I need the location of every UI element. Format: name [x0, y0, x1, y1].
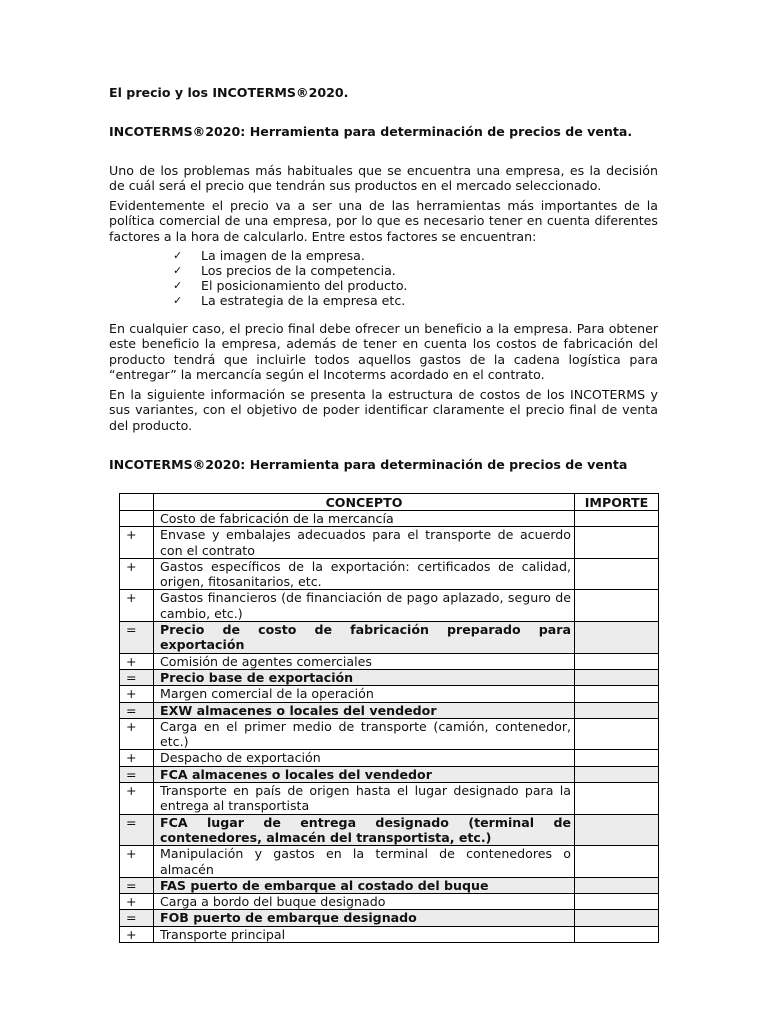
table-heading: INCOTERMS®2020: Herramienta para determinación de precios de venta — [109, 457, 628, 472]
row-amount — [575, 686, 659, 702]
row-amount — [575, 653, 659, 669]
row-concept: FAS puerto de embarque al costado del buque — [154, 877, 575, 893]
paragraph-structure: En la siguiente información se presenta la estructura de costos de los INCOTERMS y sus variantes, con el objetivo de poder identificar claramente el precio final de venta del producto. — [109, 387, 658, 433]
row-concept: Carga a bordo del buque designado — [154, 894, 575, 910]
table-row-total — [120, 622, 659, 654]
row-sign: + — [120, 558, 154, 590]
table-header-row — [120, 494, 659, 511]
row-amount — [575, 894, 659, 910]
table-body — [120, 511, 659, 943]
table-row — [120, 686, 659, 702]
table-row — [120, 558, 659, 590]
list-item — [173, 293, 407, 308]
row-sign: + — [120, 846, 154, 878]
row-concept: FCA lugar de entrega designado (terminal de contenedores, almacén del transportista, etc.) — [154, 814, 575, 846]
row-concept: FOB puerto de embarque designado — [154, 910, 575, 926]
table-row — [120, 511, 659, 527]
row-amount — [575, 783, 659, 815]
row-concept: Manipulación y gastos en la terminal de contenedores o almacén — [154, 846, 575, 878]
row-sign: + — [120, 686, 154, 702]
list-item-label: La imagen de la empresa. — [201, 248, 365, 263]
paragraph-factors-intro: Evidentemente el precio va a ser una de las herramientas más importantes de la política comercial de una empresa, por lo que es necesario tener en cuenta diferentes factores a la hora de calcularlo. Entre estos factores se encuentran: — [109, 198, 658, 244]
table-row — [120, 846, 659, 878]
list-item-label: El posicionamiento del producto. — [201, 278, 408, 293]
row-concept: Precio de costo de fabricación preparado para exportación — [154, 622, 575, 654]
row-concept: Margen comercial de la operación — [154, 686, 575, 702]
row-sign: + — [120, 718, 154, 750]
row-amount — [575, 910, 659, 926]
row-amount — [575, 511, 659, 527]
row-sign: + — [120, 527, 154, 559]
row-sign: = — [120, 702, 154, 718]
table-row — [120, 590, 659, 622]
row-sign: = — [120, 910, 154, 926]
row-amount — [575, 877, 659, 893]
section-heading: INCOTERMS®2020: Herramienta para determinación de precios de venta. — [109, 124, 633, 139]
row-sign: = — [120, 766, 154, 782]
document-title: El precio y los INCOTERMS®2020. — [109, 85, 349, 100]
cost-structure-table — [119, 493, 659, 943]
header-concept: CONCEPTO — [154, 494, 575, 511]
table-row — [120, 653, 659, 669]
row-amount — [575, 718, 659, 750]
check-icon: ✓ — [173, 249, 183, 262]
row-sign: = — [120, 669, 154, 685]
row-concept: Gastos financieros (de financiación de pago aplazado, seguro de cambio, etc.) — [154, 590, 575, 622]
row-sign: + — [120, 750, 154, 766]
table-row-total — [120, 669, 659, 685]
row-sign — [120, 511, 154, 527]
table-row-total — [120, 766, 659, 782]
row-amount — [575, 926, 659, 942]
check-icon: ✓ — [173, 294, 183, 307]
row-amount — [575, 846, 659, 878]
row-sign: + — [120, 926, 154, 942]
row-sign: = — [120, 814, 154, 846]
header-sign — [120, 494, 154, 511]
row-amount — [575, 558, 659, 590]
header-amount: IMPORTE — [575, 494, 659, 511]
table-row — [120, 718, 659, 750]
table-row-total — [120, 814, 659, 846]
row-concept: FCA almacenes o locales del vendedor — [154, 766, 575, 782]
row-concept: Envase y embalajes adecuados para el transporte de acuerdo con el contrato — [154, 527, 575, 559]
row-concept: EXW almacenes o locales del vendedor — [154, 702, 575, 718]
row-sign: = — [120, 622, 154, 654]
row-amount — [575, 750, 659, 766]
row-concept: Despacho de exportación — [154, 750, 575, 766]
row-concept: Carga en el primer medio de transporte (camión, contenedor, etc.) — [154, 718, 575, 750]
row-concept: Precio base de exportación — [154, 669, 575, 685]
row-sign: + — [120, 590, 154, 622]
table-row — [120, 527, 659, 559]
row-amount — [575, 527, 659, 559]
row-amount — [575, 766, 659, 782]
row-concept: Transporte principal — [154, 926, 575, 942]
check-icon: ✓ — [173, 264, 183, 277]
row-concept: Gastos específicos de la exportación: certificados de calidad, origen, fitosanitarios, etc. — [154, 558, 575, 590]
table-row-total — [120, 910, 659, 926]
row-sign: + — [120, 894, 154, 910]
table-row-total — [120, 877, 659, 893]
row-sign: + — [120, 653, 154, 669]
table-row-total — [120, 702, 659, 718]
table-row — [120, 894, 659, 910]
list-item-label: La estrategia de la empresa etc. — [201, 293, 406, 308]
row-amount — [575, 669, 659, 685]
check-icon: ✓ — [173, 279, 183, 292]
row-amount — [575, 590, 659, 622]
table-row — [120, 926, 659, 942]
row-sign: + — [120, 783, 154, 815]
factors-list — [173, 248, 407, 308]
row-concept: Comisión de agentes comerciales — [154, 653, 575, 669]
row-concept: Transporte en país de origen hasta el lugar designado para la entrega al transportista — [154, 783, 575, 815]
row-amount — [575, 702, 659, 718]
list-item — [173, 248, 407, 263]
list-item-label: Los precios de la competencia. — [201, 263, 396, 278]
table-row — [120, 783, 659, 815]
table-row — [120, 750, 659, 766]
row-amount — [575, 814, 659, 846]
paragraph-intro: Uno de los problemas más habituales que se encuentra una empresa, es la decisión de cuál será el precio que tendrán sus productos en el mercado seleccionado. — [109, 163, 658, 194]
list-item — [173, 263, 407, 278]
row-concept: Costo de fabricación de la mercancía — [154, 511, 575, 527]
paragraph-benefit: En cualquier caso, el precio final debe ofrecer un beneficio a la empresa. Para obtener este beneficio la empresa, además de tener en cuenta los costos de fabricación del producto tendrá que incluirle todos aquellos gastos de la cadena logística para “entregar” la mercancía según el Incoterms acordado en el contrato. — [109, 321, 658, 382]
row-amount — [575, 622, 659, 654]
list-item — [173, 278, 407, 293]
row-sign: = — [120, 877, 154, 893]
